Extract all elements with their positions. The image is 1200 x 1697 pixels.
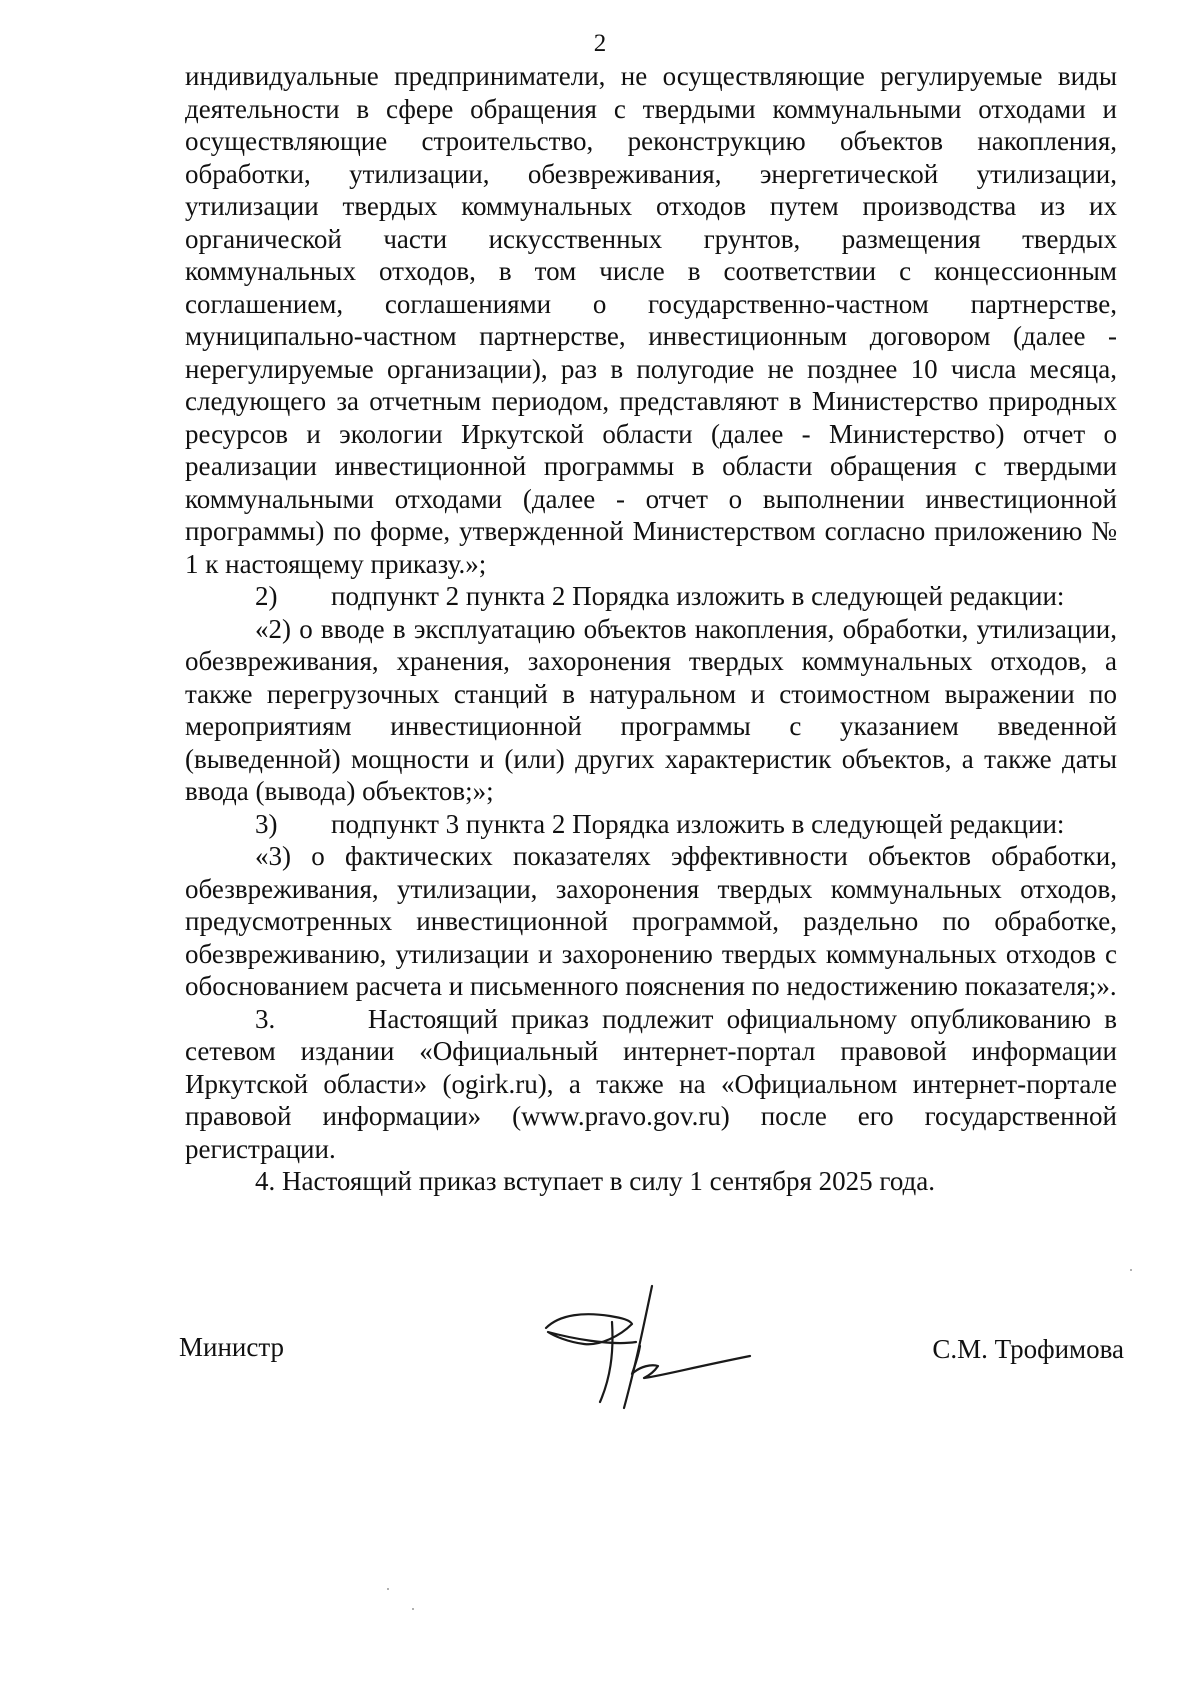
item-3-heading bbox=[185, 808, 1117, 841]
section-3-text: Настоящий приказ подлежит официальному опубликованию в сетевом издании «Официальный интернет-портал правовой информации Иркутской области» (ogirk.ru), а также на «Официальном интернет-портале правовой информации» (www.pravo.gov.ru) после его государственной регистрации. bbox=[185, 1003, 1117, 1164]
item-3-text: «3) о фактических показателях эффективности объектов обработки, обезвреживания, утилизации, захоронения твердых коммунальных отходов, предусмотренных инвестиционной программой, раздельно по обработке, обезвреживанию, утилизации и захоронению твердых коммунальных отходов с обоснованием расчета и письменного пояснения по недостижению показателя;». bbox=[185, 841, 1117, 1001]
item-2-heading bbox=[185, 580, 1117, 613]
paragraph-continuation: индивидуальные предприниматели, не осуществляющие регулируемые виды деятельности в сфере обращения с твердыми коммунальными отходами и осуществляющие строительство, реконструкцию объектов накопления, обработки, утилизации, обезвреживания, энергетической утилизации, утилизации твердых коммунальных отходов путем производства из их органической части искусственных грунтов, размещения твердых коммунальных отходов, в том числе в соответствии с концессионным соглашением, соглашениями о государственно-частном партнерстве, муниципально-частном партнерстве, инвестиционным договором (далее - нерегулируемые организации), раз в полугодие не позднее 10 числа месяца, следующего за отчетным периодом, представляют в Министерство природных ресурсов и экологии Иркутской области (далее - Министерство) отчет о реализации инвестиционной программы в области обращения с твердыми коммунальными отходами (далее - отчет о выполнении инвестиционной программы) по форме, утвержденной Министерством согласно приложению № 1 к настоящему приказу.»; bbox=[185, 61, 1117, 579]
page-number: 2 bbox=[593, 30, 607, 57]
document-body bbox=[185, 60, 1117, 1198]
section-3-paragraph bbox=[185, 1003, 1117, 1166]
item-2-heading-text: подпункт 2 пункта 2 Порядка изложить в следующей редакции: bbox=[331, 581, 1065, 611]
signatory-title: Министр bbox=[179, 1332, 284, 1362]
item-3-heading-text: подпункт 3 пункта 2 Порядка изложить в следующей редакции: bbox=[331, 808, 1065, 839]
section-3-number: 3. bbox=[255, 1003, 276, 1034]
scan-speck bbox=[1130, 1269, 1132, 1271]
scan-speck bbox=[387, 1588, 389, 1590]
item-3-number: 3) bbox=[255, 808, 278, 839]
handwritten-signature bbox=[540, 1284, 760, 1414]
signatory-name: С.М. Трофимова bbox=[932, 1334, 1124, 1364]
item-2-text: «2) о вводе в эксплуатацию объектов накопления, обработки, утилизации, обезвреживания, хранения, захоронения твердых коммунальных отходов, а также перегрузочных станций в натуральном и стоимостном выражении по мероприятиям инвестиционной программы с указанием введенной (выведенной) мощности и (или) других характеристик объектов, а также даты ввода (вывода) объектов;»; bbox=[185, 613, 1117, 806]
scan-speck bbox=[412, 1608, 414, 1610]
section-4-paragraph: 4. Настоящий приказ вступает в силу 1 сентября 2025 года. bbox=[255, 1166, 936, 1196]
item-2-number: 2) bbox=[255, 581, 278, 611]
